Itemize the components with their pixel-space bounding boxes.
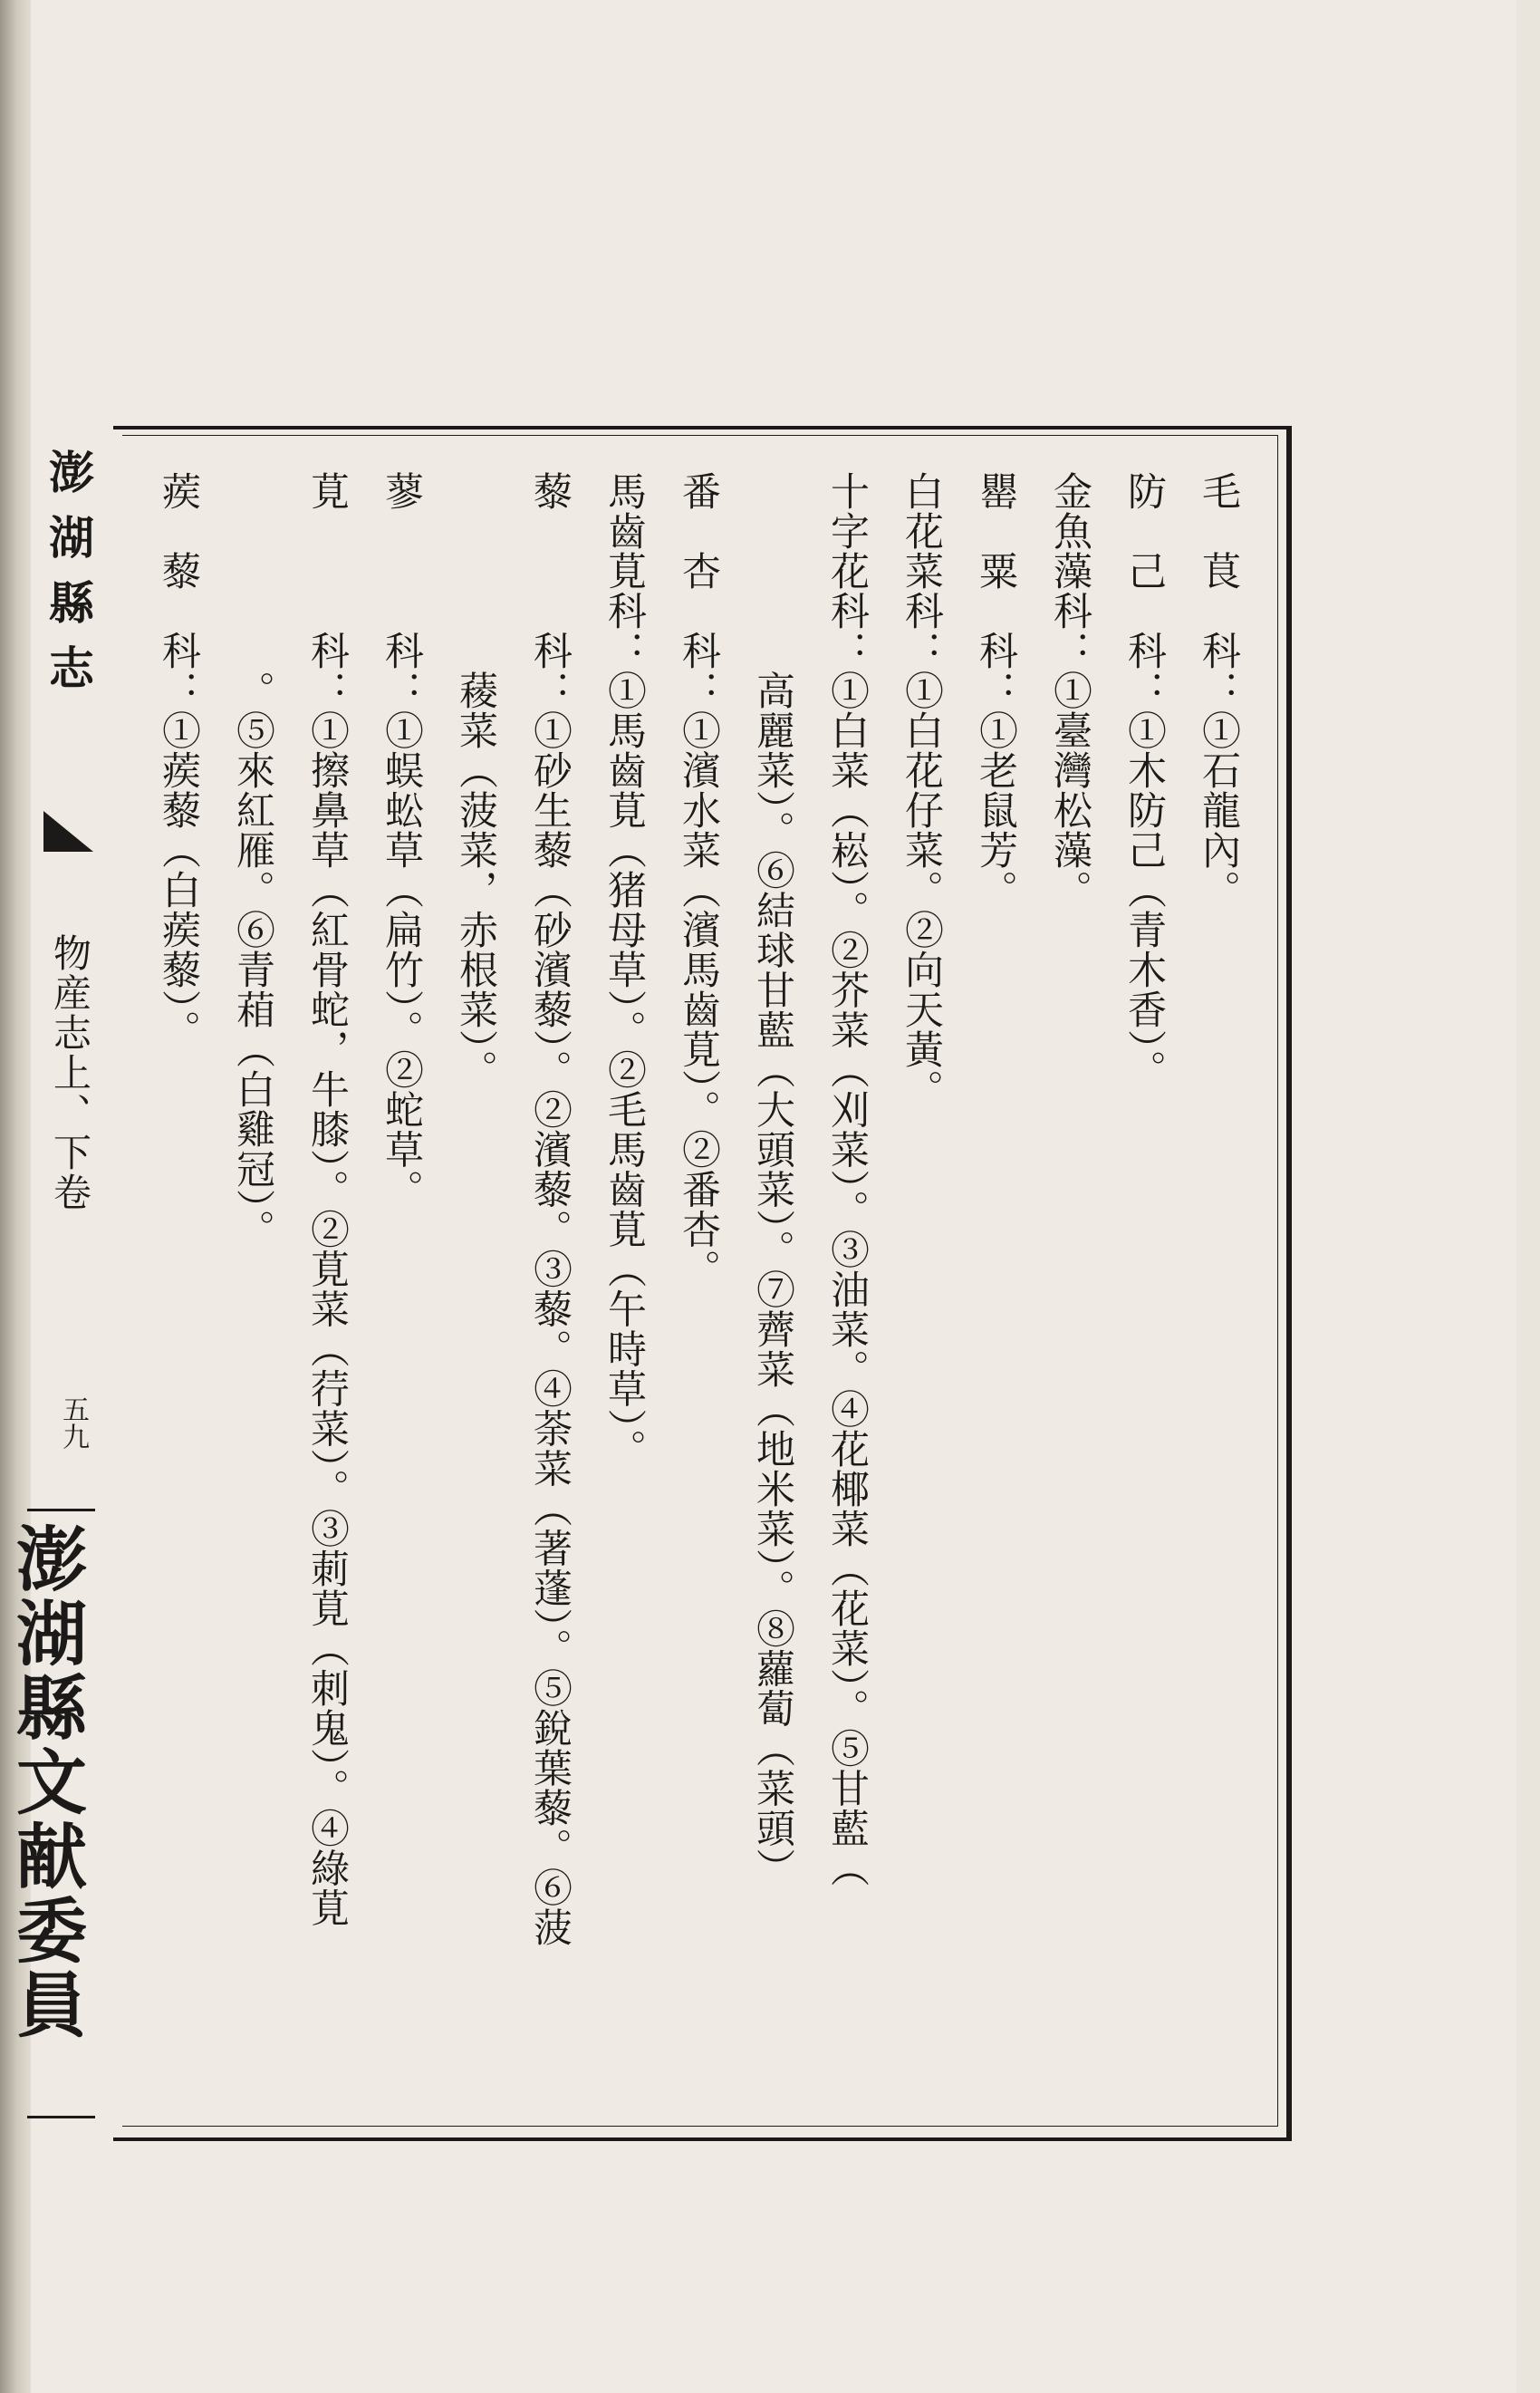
margin-rule-top	[27, 1509, 95, 1511]
page-number: 五九	[57, 1395, 89, 1450]
text-column-2: 防 己 科：①木防己（青木香）。	[1121, 471, 1167, 1090]
title-wedge-mark	[43, 811, 93, 852]
text-column-4: 罌 粟 科：①老鼠芳。	[973, 471, 1018, 910]
section-title: 物産志上、下卷	[48, 933, 92, 1212]
text-column-3: 金魚藻科：①臺灣松藻。	[1047, 471, 1092, 910]
text-column-13: 莧 科：①擦鼻草（紅骨蛇，牛膝）。②莧菜（荇菜）。③莿莧（刺鬼）。④綠莧	[304, 471, 350, 1928]
text-column-12: 蓼 科：①蜈蚣草（扁竹）。②蛇草。	[379, 471, 424, 1210]
text-column-6: 十字花科：①白菜（崧）。②芥菜（刈菜）。③油菜。④花椰菜（花菜）。⑤甘藍（	[824, 471, 870, 1888]
publisher-name: 澎湖縣文献委員	[5, 1522, 86, 2042]
text-column-5: 白花菜科：①白花仔菜。②向天黃。	[899, 471, 944, 1109]
text-column-15: 蒺 藜 科：①蒺藜（白蒺藜）。	[156, 471, 201, 1050]
text-column-14: 。⑤來紅雁。⑥青葙（白雞冠）。	[230, 471, 275, 1250]
text-column-1: 毛 茛 科：①石龍內。	[1196, 471, 1241, 910]
margin-rule-bottom	[27, 2116, 95, 2118]
text-column-8: 番 杏 科：①濱水菜（濱馬齒莧）。②番杏。	[676, 471, 721, 1289]
text-column-11: 薐菜（菠菜，赤根菜）。	[453, 471, 498, 1090]
text-column-7: 高麗菜）。⑥結球甘藍（大頭菜）。⑦薺菜（地米菜）。⑧蘿蔔（菜頭）	[750, 471, 795, 1888]
text-column-9: 馬齒莧科：①馬齒莧（猪母草）。②毛馬齒莧（午時草）。	[602, 471, 647, 1469]
book-title: 澎湖縣志	[42, 449, 95, 709]
text-column-10: 藜 科：①砂生藜（砂濱藜）。②濱藜。③藜。④荼菜（著蓬）。⑤銳葉藜。⑥菠	[527, 471, 573, 1947]
